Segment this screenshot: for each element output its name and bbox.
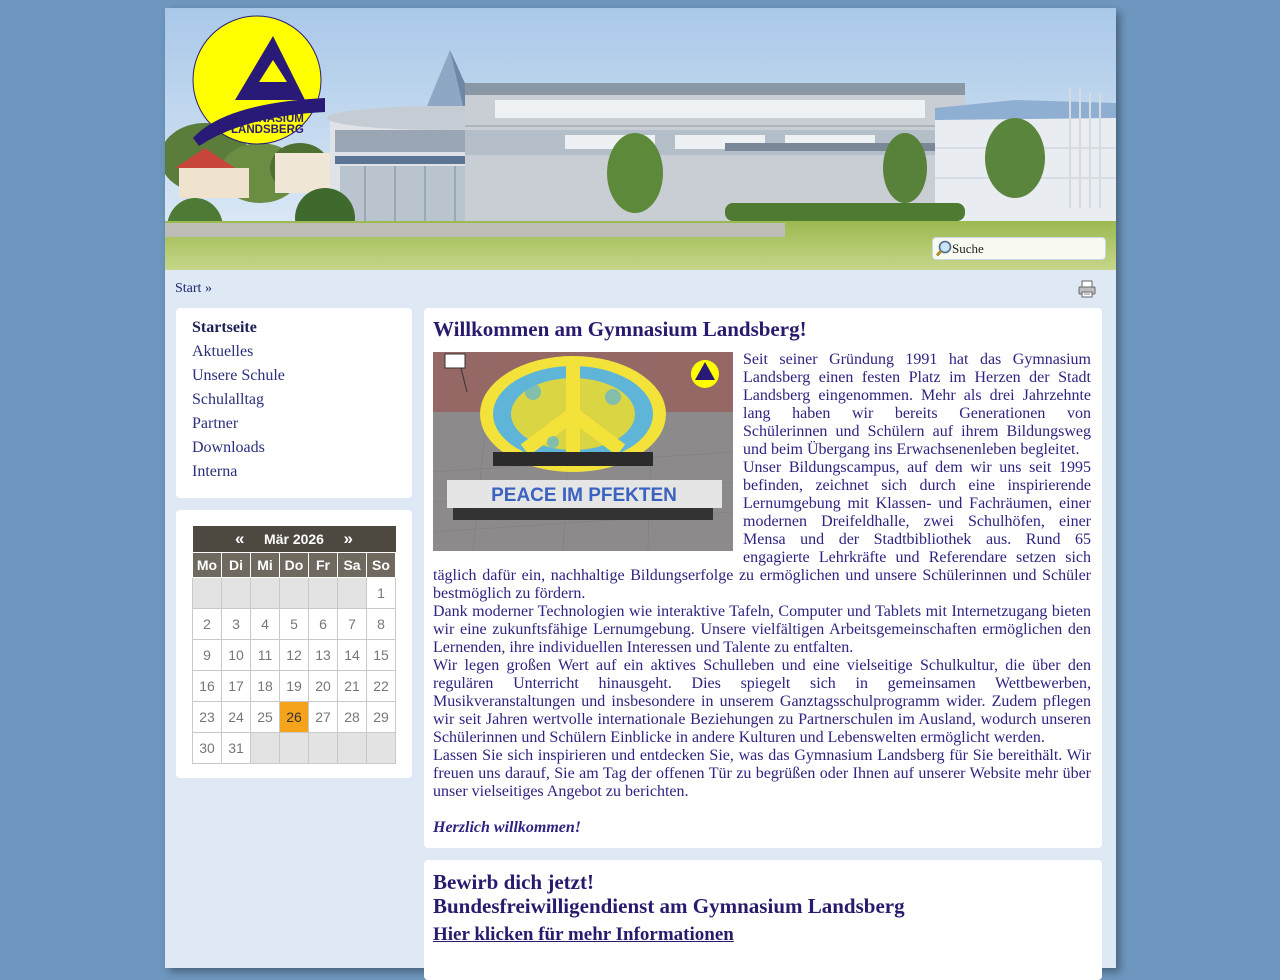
- calendar-days: [193, 578, 396, 764]
- weekday-label: Do: [280, 553, 309, 578]
- calendar-day[interactable]: 8: [367, 609, 396, 640]
- calendar-day-today[interactable]: 26: [280, 702, 309, 733]
- bfd-title: [433, 870, 905, 918]
- calendar-day[interactable]: 23: [193, 702, 222, 733]
- welcome-paragraph: Dank moderner Technologien wie interaktive Tafeln, Computer und Tablets mit Internetzugang bieten wir eine zukunftsfähige Lernumgebung. Unsere vielfältigen Arbeitsgemeinschaften ermöglichen den Lernenden, ihre individuellen Interessen und Talente zu entfalten.: [433, 603, 1091, 656]
- calendar-empty-cell: [251, 578, 280, 609]
- calendar-day[interactable]: 24: [222, 702, 251, 733]
- main-navigation: [176, 308, 412, 498]
- nav-item-partner[interactable]: Partner: [192, 415, 239, 432]
- calendar-day[interactable]: 19: [280, 671, 309, 702]
- weekday-label: Mo: [193, 553, 222, 578]
- calendar-header: [193, 526, 396, 553]
- calendar-empty-cell: [280, 578, 309, 609]
- calendar-prev-button[interactable]: «: [235, 529, 245, 548]
- calendar-weekday-row: [193, 553, 396, 578]
- weekday-label: Fr: [309, 553, 338, 578]
- calendar-day[interactable]: 9: [193, 640, 222, 671]
- calendar-day[interactable]: 5: [280, 609, 309, 640]
- calendar-day[interactable]: 30: [193, 733, 222, 764]
- calendar-day[interactable]: 20: [309, 671, 338, 702]
- nav-item-aktuelles[interactable]: Aktuelles: [192, 343, 254, 360]
- calendar-empty-cell: [338, 578, 367, 609]
- nav-item-unsere-schule[interactable]: Unsere Schule: [192, 367, 285, 384]
- calendar-week-row: [193, 640, 396, 671]
- calendar-day[interactable]: 12: [280, 640, 309, 671]
- calendar-day[interactable]: 7: [338, 609, 367, 640]
- calendar-day[interactable]: 18: [251, 671, 280, 702]
- calendar-empty-cell: [367, 733, 396, 764]
- calendar-empty-cell: [309, 733, 338, 764]
- calendar-day[interactable]: 31: [222, 733, 251, 764]
- welcome-paragraph: Wir legen großen Wert auf ein aktives Schulleben und eine vielseitige Schulkultur, die über den regulären Unterricht hinausgeht. Dies spiegelt sich in gemeinsamen Wettbewerben, Musikveranstaltungen und insbesondere in unserem Ganztagsschulprogramm wider. Zudem pflegen wir seit Jahren wertvolle internationale Beziehungen zu Partnerschulen im Ausland, wodurch unseren Schülerinnen und Schülern Einblicke in andere Kulturen und Lebenswelten ermöglicht werden.: [433, 657, 1091, 746]
- peace-banner-text: PEACE IM PFEKTEN: [491, 485, 677, 506]
- calendar-week-row: [193, 609, 396, 640]
- calendar-empty-cell: [309, 578, 338, 609]
- bfd-title-line-1: Bewirb dich jetzt!: [433, 870, 594, 894]
- breadcrumb: [175, 281, 212, 297]
- bfd-teaser: [424, 860, 1102, 980]
- calendar-day[interactable]: 27: [309, 702, 338, 733]
- calendar-empty-cell: [280, 733, 309, 764]
- calendar-empty-cell: [222, 578, 251, 609]
- calendar-empty-cell: [338, 733, 367, 764]
- logo-line-1: GYMNASIUM: [232, 113, 304, 125]
- calendar-day[interactable]: 3: [222, 609, 251, 640]
- welcome-body: [433, 351, 1091, 837]
- calendar-month-label: Mär 2026: [251, 526, 338, 553]
- calendar-day[interactable]: 2: [193, 609, 222, 640]
- calendar-week-row: [193, 733, 396, 764]
- weekday-label: So: [367, 553, 396, 578]
- welcome-paragraph: Seit seiner Gründung 1991 hat das Gymnasium Landsberg einen festen Platz im Herzen der Stadt Landsberg eingenommen. Mehr als drei Jahrzehnte lang haben wir bereits Generationen von Schülerinnen und Schülern auf ihrem Bildungsweg und beim Übergang ins Erwachsenenleben begleitet.: [743, 351, 1091, 458]
- calendar-day[interactable]: 16: [193, 671, 222, 702]
- nav-item-schulalltag[interactable]: Schulalltag: [192, 391, 264, 408]
- calendar-day[interactable]: 4: [251, 609, 280, 640]
- calendar-day[interactable]: 1: [367, 578, 396, 609]
- welcome-title: Willkommen am Gymnasium Landsberg!: [433, 317, 807, 341]
- nav-item-startseite[interactable]: Startseite: [192, 319, 257, 336]
- bfd-title-line-2: Bundesfreiwilligendienst am Gymnasium Landsberg: [433, 894, 905, 918]
- print-icon[interactable]: [1078, 280, 1096, 298]
- calendar-day[interactable]: 15: [367, 640, 396, 671]
- logo-line-2: LANDSBERG: [231, 124, 304, 136]
- weekday-label: Di: [222, 553, 251, 578]
- calendar-day[interactable]: 13: [309, 640, 338, 671]
- calendar-day[interactable]: 14: [338, 640, 367, 671]
- calendar-week-row: [193, 671, 396, 702]
- breadcrumb-start-link[interactable]: Start »: [175, 281, 212, 296]
- search-input[interactable]: [952, 238, 1100, 259]
- welcome-paragraph: Lassen Sie sich inspirieren und entdecken Sie, was das Gymnasium Landsberg für Sie bereithält. Wir freuen uns darauf, Sie am Tag der offenen Tür zu begrüßen oder Ihnen auf unserer Website mehr über unser vielseitiges Angebot zu berichten.: [433, 747, 1091, 800]
- calendar-empty-cell: [251, 733, 280, 764]
- calendar-week-row: [193, 702, 396, 733]
- calendar-day[interactable]: 17: [222, 671, 251, 702]
- calendar-day[interactable]: 28: [338, 702, 367, 733]
- site-header: [165, 8, 1116, 270]
- calendar-empty-cell: [193, 578, 222, 609]
- welcome-article: [424, 308, 1102, 848]
- calendar-day[interactable]: 25: [251, 702, 280, 733]
- calendar-widget: [176, 510, 412, 778]
- calendar-day[interactable]: 11: [251, 640, 280, 671]
- calendar-table: [192, 526, 396, 764]
- nav-item-interna[interactable]: Interna: [192, 463, 238, 480]
- header-campus-photo: [165, 8, 1116, 270]
- nav-item-downloads[interactable]: Downloads: [192, 439, 265, 456]
- search-box[interactable]: [932, 237, 1106, 260]
- welcome-paragraph: Unser Bildungscampus, auf dem wir uns seit 1995 befinden, zeichnet sich durch eine inspirierende Lernumgebung mit Klassen- und Fachräumen, einer modernen Dreifeldhalle, zwei Schulhöfen, einer Mensa und der Stadtbibliothek aus. Rund 65 engagierte Lehrkräfte und Referendare setzen sich täglich dafür ein, nachhaltige Bildungserfolge zu ermöglichen und unsere Schülerinnen und Schüler bestmöglich zu fördern.: [433, 459, 1091, 602]
- weekday-label: Mi: [251, 553, 280, 578]
- calendar-day[interactable]: 22: [367, 671, 396, 702]
- page-container: [165, 8, 1116, 968]
- calendar-day[interactable]: 6: [309, 609, 338, 640]
- search-icon: [936, 240, 952, 257]
- calendar-day[interactable]: 21: [338, 671, 367, 702]
- calendar-next-button[interactable]: »: [343, 529, 353, 548]
- bfd-more-info-link[interactable]: Hier klicken für mehr Informationen: [433, 924, 734, 945]
- calendar-day[interactable]: 10: [222, 640, 251, 671]
- calendar-day[interactable]: 29: [367, 702, 396, 733]
- logo-text: [231, 114, 304, 136]
- calendar-week-row: [193, 578, 396, 609]
- weekday-label: Sa: [338, 553, 367, 578]
- welcome-greeting: Herzlich willkommen!: [433, 819, 582, 836]
